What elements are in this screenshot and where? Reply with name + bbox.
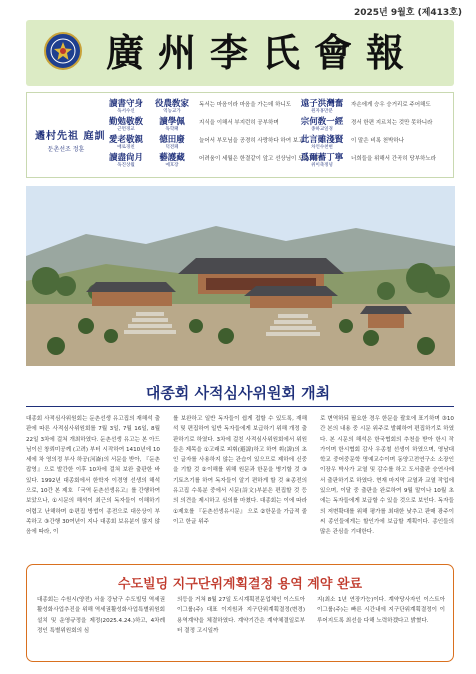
teachings-left-column bbox=[103, 99, 319, 171]
teaching-reading: 애로경친 bbox=[117, 145, 135, 150]
article1-column-2 bbox=[173, 414, 307, 527]
teaching-meaning: 지식을 이해서 부지런히 공부하며 bbox=[199, 120, 279, 126]
teaching-row bbox=[103, 117, 319, 135]
article1-text-3: 로 변역하되 필요한 경우 한문을 괄호에 표기하며 ③10간 본의 내용 중 시문 위주로 발췌하여 편집하기로 하였다. 본 시문의 해석은 한국협회의 추천을 받아 한시 작가이며 한시협회 감사 우종철 선생이 하였으며, 영남대학교 중어중문학 명예교수이며 동양고전연구소 소장인 이장우 박사가 교열 및 감수를 하고 도서출판 승연사에서 출판하기로 하였다. 현재 마지막 교열과 교열 작업에 있으며, 이달 중 출판을 완료하여 9월 말이나 10월 초에는 독자들에게 보급할 수 있을 것으로 보인다. 독자들의 저변확대를 위해 평가를 최대한 낮추고 판매 광주이씨 종인들에게는 할인가에 보급할 계획이다. 종인들의 많은 관심을 기대한다. bbox=[320, 416, 454, 536]
teachings-heading-korean: 둔촌선조 정훈 bbox=[47, 146, 85, 153]
teaching-hanja: 遠子洪灣奮 bbox=[300, 99, 344, 109]
article2-text-2: 의등을 거쳐 8월 27일 도시계획전문업체인 이스트아이그룹(주) 대표 이지원과 지구단위계획결정(변경) 용역계약을 체결하였다. 계약기간은 계약체결일로부터 결정 고시일까 bbox=[177, 597, 305, 634]
teaching-row bbox=[297, 99, 436, 117]
teaching-meaning: 독서는 마음이라 마음을 가는데 하니도 bbox=[199, 102, 292, 108]
teaching-row bbox=[297, 117, 436, 135]
teachings-right-column bbox=[297, 99, 436, 171]
article2-column-3 bbox=[317, 595, 445, 626]
teaching-hanja: 讀盡尙月 bbox=[108, 153, 143, 163]
article1-column-1 bbox=[26, 414, 160, 538]
article2-text-1: 대종회는 수원시(양전) 서울 강남구 수도빌딩 역세권활성화사업추진을 위해 역세권활성화사업특별위원회 설치 및 운영규정을 제정(2025.4.24.)하고, 4차례정인 특별위원회의 심 bbox=[37, 597, 165, 634]
teaching-reading: 덕전폐 bbox=[165, 145, 179, 150]
teaching-hanja: 愛老敬親 bbox=[108, 135, 143, 145]
issue-number: 2025년 9월호 (제413호) bbox=[353, 8, 462, 18]
article2-column-2 bbox=[177, 595, 305, 636]
teaching-hanja: 讀學佩 bbox=[159, 117, 185, 127]
teaching-reading: 독학패 bbox=[165, 127, 179, 132]
teaching-row bbox=[297, 135, 436, 153]
teaching-reading: 위이축정녕 bbox=[311, 163, 333, 168]
teaching-reading: 근면경교 bbox=[117, 127, 135, 132]
teaching-meaning: 이 말은 비록 천박하나 bbox=[351, 138, 405, 144]
teaching-hanja: 爲爾蓄丁寧 bbox=[300, 153, 344, 163]
article1-text-1: 대종회 사적심사위원회는 둔촌선생 유고집의 재해석 출판에 따른 사적심사위원회를 7월 3일, 7월 16일, 8월 22일 3차에 걸쳐 개최하였다. 둔촌선생 유고는 본 아드님이신 창뢰미공께 (고려) 부터 시작하여 1410년에 10 세에 차 영의정 부사 하공(河崙)의 서문을 받아, 『둔촌잡영』으로 발간한 이후 10차에 걸쳐 보완 출판한 바 있다. 1992년 대종회에서 한학자 이경영 선생의 해석으로, 10간 본 제호 『국역 둔촌선생유고』를 간행하여 보았으나, ①시문의 해석이 최근의 독자들이 이해하기 어렵고 난해하며 ②편집 방법이 종전으로 대응상이 부족하고 ③간행 30여년이 지나 대종회 보유분이 많지 않음에 따라, 이 bbox=[26, 416, 160, 536]
teaching-reading: 독서수신 bbox=[117, 109, 135, 114]
article1-text-2: 를 보완하고 일반 독자들이 쉽게 접할 수 있도록, 재해석 및 편집하여 일반 독자들에게 보급하기 위해 개정 출판하기로 하였다. 3차에 걸친 사적심사위원회에서 위원들은 제목을 ①고래로 피휘(避諱)하고 하여 휘(諱)의 초인 글자를 사용하지 않는 관습이 있으므로 제하에 신중을 기할 것 ②이해를 위해 원문과 한문을 병기할 것 ③기토츠기를 하여 독자들이 알기 편하게 할 것 ④종전의 유고집 수록분 중에서 시문(詩文)부분은 편집할 것 등의 의견을 제시하고 심의를 마쳤다. 대종회는 이에 따라 ①제호를 『둔촌선생유시문』 으로 ②한문을 가급적 줄이고 한글 위주 bbox=[173, 416, 307, 525]
article2-text-3: 지(최소 1년 연장가능)이다. 계약당사자인 이스트아이그룹(주)는 빠른 시간내에 지구단위계획결정이 이루어지도록 최선을 다해 노력하겠다고 밝혔다. bbox=[317, 597, 445, 624]
teaching-hanja: 藝護藏 bbox=[159, 153, 185, 163]
teaching-meaning: 경서 한편 지르치는 것만 못하니라 bbox=[351, 120, 433, 126]
teaching-meaning: 너희들을 위해서 간곡히 당부하노라 bbox=[351, 156, 436, 162]
teaching-row bbox=[103, 153, 319, 171]
teaching-hanja: 勤勉敬敎 bbox=[108, 117, 143, 127]
headline-rule bbox=[26, 406, 454, 407]
teaching-row bbox=[297, 153, 436, 171]
teaching-hanja: 此言雖淺賢 bbox=[300, 135, 344, 145]
teaching-reading: 차언수천현 bbox=[311, 145, 333, 150]
article2-box bbox=[26, 564, 454, 662]
newsletter-title: 廣州李氏會報 bbox=[106, 30, 419, 75]
teachings-heading bbox=[35, 127, 106, 153]
ancestor-teachings-box bbox=[26, 92, 454, 178]
teachings-heading-hanja: 遹村先祖 庭訓 bbox=[35, 131, 106, 142]
teaching-row bbox=[103, 99, 319, 117]
article1-column-3 bbox=[320, 414, 454, 538]
teaching-hanja: 德田廢 bbox=[159, 135, 185, 145]
article2-column-1 bbox=[37, 595, 165, 636]
teaching-reading: 종하교일경 bbox=[311, 127, 333, 132]
shrine-photo bbox=[26, 186, 455, 366]
masthead bbox=[26, 20, 454, 86]
teaching-meaning: 자손에게 승우 승거리로 주어해도 bbox=[351, 102, 431, 108]
teaching-meaning: 어려움이 세월은 한결같이 앞고 선상님이 도로도다 bbox=[199, 156, 320, 162]
teaching-meaning: 늘어서 부모님을 공경히 사랑하다 하여 보고 bbox=[199, 138, 304, 144]
article1-headline: 대종회 사적심사위원회 개최 bbox=[145, 384, 331, 402]
teaching-hanja: 宗何敎一經 bbox=[300, 117, 344, 127]
teaching-reading: 예호장 bbox=[165, 163, 179, 168]
teaching-row bbox=[103, 135, 319, 153]
teaching-reading: 독진상월 bbox=[117, 163, 135, 168]
teaching-hanja: 讀書守身 bbox=[108, 99, 143, 109]
article2-headline: 수도빌딩 지구단위계획결정 용역 계약 완료 bbox=[117, 577, 363, 592]
teaching-hanja: 役農敎家 bbox=[154, 99, 189, 109]
teaching-reading: 원자홍만분 bbox=[311, 109, 333, 114]
teaching-reading: 역농교가 bbox=[163, 109, 181, 114]
clan-emblem-icon bbox=[44, 32, 82, 70]
